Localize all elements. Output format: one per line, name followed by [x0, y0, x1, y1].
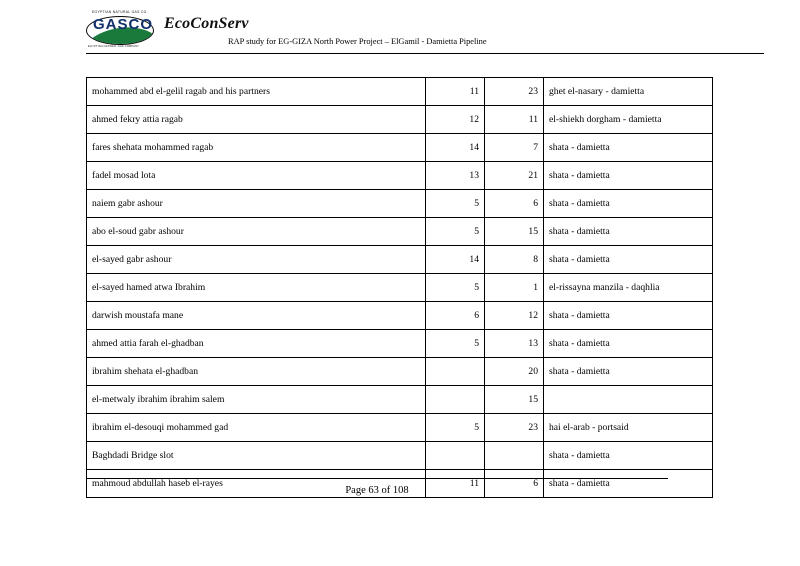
cell-name: naiem gabr ashour: [87, 190, 426, 218]
table-row: [87, 134, 713, 162]
cell-num2: 8: [485, 246, 544, 274]
cell-name: mahmoud abdullah haseb el-rayes: [87, 470, 426, 498]
cell-place: shata - damietta: [544, 442, 713, 470]
cell-num2: 12: [485, 302, 544, 330]
cell-num1: 14: [426, 246, 485, 274]
table-row: [87, 78, 713, 106]
cell-num2: 23: [485, 78, 544, 106]
cell-num1: 11: [426, 470, 485, 498]
cell-num1: [426, 358, 485, 386]
table-row: [87, 302, 713, 330]
cell-name: el-sayed hamed atwa Ibrahim: [87, 274, 426, 302]
gasco-logo-subtext: EGYPTIAN NATURAL GAS COMPANY: [88, 45, 140, 48]
cell-name: mohammed abd el-gelil ragab and his partners: [87, 78, 426, 106]
cell-num2: 7: [485, 134, 544, 162]
cell-name: ahmed attia farah el-ghadban: [87, 330, 426, 358]
page-number: Page 63 of 108: [345, 485, 409, 496]
table-row: [87, 442, 713, 470]
cell-num2: 15: [485, 218, 544, 246]
cell-name: fadel mosad lota: [87, 162, 426, 190]
table-row: [87, 274, 713, 302]
cell-num1: [426, 386, 485, 414]
cell-num1: 14: [426, 134, 485, 162]
table-row: [87, 414, 713, 442]
cell-name: fares shehata mohammed ragab: [87, 134, 426, 162]
cell-num2: 21: [485, 162, 544, 190]
cell-name: el-sayed gabr ashour: [87, 246, 426, 274]
cell-num1: 5: [426, 190, 485, 218]
cell-num2: [485, 442, 544, 470]
gasco-logo-wordmark: GASCO: [93, 16, 154, 33]
cell-name: ibrahim el-desouqi mohammed gad: [87, 414, 426, 442]
cell-place: [544, 386, 713, 414]
page-footer: [86, 478, 668, 496]
cell-num1: 12: [426, 106, 485, 134]
table-row: [87, 330, 713, 358]
data-table-container: [86, 77, 668, 498]
cell-name: ibrahim shehata el-ghadban: [87, 358, 426, 386]
cell-place: shata - damietta: [544, 246, 713, 274]
cell-num2: 15: [485, 386, 544, 414]
table-body: [87, 78, 713, 498]
cell-place: hai el-arab - portsaid: [544, 414, 713, 442]
ecoconserv-logo-text: EcoConServ: [164, 15, 249, 32]
cell-place: shata - damietta: [544, 162, 713, 190]
cell-num1: 6: [426, 302, 485, 330]
cell-place: shata - damietta: [544, 302, 713, 330]
cell-num1: 5: [426, 330, 485, 358]
document-title: RAP study for EG-GIZA North Power Project – ElGamil - Damietta Pipeline: [228, 37, 487, 46]
cell-name: abo el-soud gabr ashour: [87, 218, 426, 246]
cell-num1: 5: [426, 414, 485, 442]
table-row: [87, 246, 713, 274]
cell-name: darwish moustafa mane: [87, 302, 426, 330]
table-row: [87, 386, 713, 414]
cell-num2: 6: [485, 190, 544, 218]
gasco-logo: [86, 10, 156, 48]
cell-num1: 13: [426, 162, 485, 190]
page-header: [86, 10, 764, 60]
cell-place: shata - damietta: [544, 218, 713, 246]
cell-place: el-shiekh dorgham - damietta: [544, 106, 713, 134]
footer-divider: [86, 478, 668, 479]
cell-num2: 20: [485, 358, 544, 386]
cell-place: el-rissayna manzila - daqhlia: [544, 274, 713, 302]
cell-num2: 11: [485, 106, 544, 134]
cell-place: ghet el-nasary - damietta: [544, 78, 713, 106]
cell-place: shata - damietta: [544, 358, 713, 386]
cell-num2: 6: [485, 470, 544, 498]
cell-place: shata - damietta: [544, 134, 713, 162]
cell-num1: 5: [426, 274, 485, 302]
cell-place: shata - damietta: [544, 470, 713, 498]
cell-num2: 23: [485, 414, 544, 442]
affected-persons-table: [86, 77, 713, 498]
cell-num1: [426, 442, 485, 470]
header-divider: [86, 53, 764, 54]
cell-name: Baghdadi Bridge slot: [87, 442, 426, 470]
table-row: [87, 218, 713, 246]
gasco-logo-top-text: EGYPTIAN NATURAL GAS CO.: [92, 10, 148, 14]
cell-place: shata - damietta: [544, 190, 713, 218]
cell-name: ahmed fekry attia ragab: [87, 106, 426, 134]
cell-num1: 5: [426, 218, 485, 246]
table-row: [87, 106, 713, 134]
cell-place: shata - damietta: [544, 330, 713, 358]
table-row: [87, 190, 713, 218]
cell-name: el-metwaly ibrahim ibrahim salem: [87, 386, 426, 414]
table-row: [87, 162, 713, 190]
cell-num2: 13: [485, 330, 544, 358]
cell-num1: 11: [426, 78, 485, 106]
table-row: [87, 358, 713, 386]
cell-num2: 1: [485, 274, 544, 302]
